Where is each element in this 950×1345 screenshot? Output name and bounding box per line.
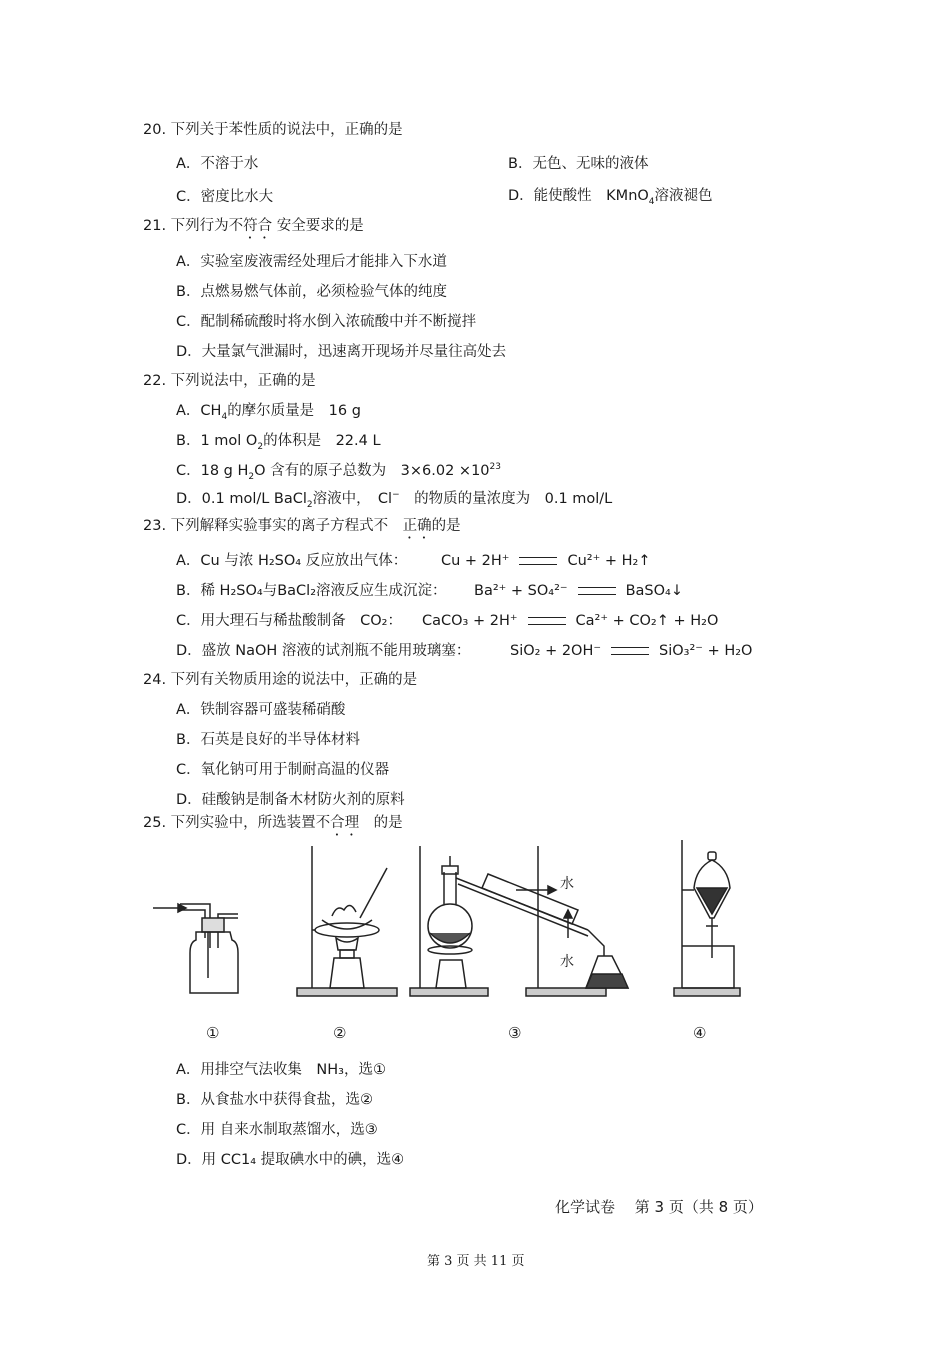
q23-a-equation: Cu + 2H⁺ Cu²⁺ + H₂↑	[441, 553, 651, 569]
water-in-label: 水	[560, 954, 574, 970]
q20-option-b: B．无色、无味的液体	[508, 156, 649, 172]
q20-option-a: A．不溶于水	[176, 156, 259, 172]
q25-option-b: B．从食盐水中获得食盐，选②	[176, 1092, 373, 1108]
exam-footer: 化学试卷 第 3 页（共 8 页）	[555, 1198, 763, 1216]
apparatus-label-2: ②	[333, 1024, 347, 1042]
q23-c-equation: CaCO₃ + 2H⁺ Ca²⁺ + CO₂↑ + H₂O	[422, 613, 719, 629]
q23-option-d: D．盛放 NaOH 溶液的试剂瓶不能用玻璃塞： SiO₂ + 2OH⁻ SiO₃²⁻ + H₂O	[176, 643, 753, 659]
water-out-label: 水	[560, 876, 574, 892]
q24-option-b: B．石英是良好的半导体材料	[176, 732, 360, 748]
q20-option-c: C．密度比水大	[176, 189, 274, 205]
q20-stem: 20. 下列关于苯性质的说法中，正确的是	[143, 122, 403, 138]
apparatus-3-distillation	[408, 838, 640, 1000]
q21-option-a: A．实验室废液需经处理后才能排入下水道	[176, 254, 447, 270]
q24-option-c: C．氧化钠可用于制耐高温的仪器	[176, 762, 390, 778]
q23-b-equation: Ba²⁺ + SO₄²⁻ BaSO₄↓	[474, 583, 683, 599]
q25-option-d: D．用 CC1₄ 提取碘水中的碘，选④	[176, 1152, 405, 1168]
q21-option-b: B．点燃易燃气体前，必须检验气体的纯度	[176, 284, 447, 300]
q25-stem: 25. 下列实验中，所选装置不合理 的是	[143, 815, 403, 831]
q23-option-c: C．用大理石与稀盐酸制备 CO₂： CaCO₃ + 2H⁺ Ca²⁺ + CO₂↑ + H₂O	[176, 613, 719, 629]
q22-option-a: A．$CH_4$的摩尔质量是 16 g	[176, 403, 361, 422]
q22-option-d: D．0.1 mol/L BaCl$_2$溶液中， Cl− 的物质的量浓度为 0.1 mol/L	[176, 490, 613, 510]
apparatus-label-4: ④	[693, 1024, 707, 1042]
apparatus-label-3: ③	[508, 1024, 522, 1042]
q23-option-a: A．Cu 与浓 H₂SO₄ 反应放出气体： Cu + 2H⁺ Cu²⁺ + H₂↑	[176, 553, 651, 569]
q25-option-c: C．用 自来水制取蒸馏水，选③	[176, 1122, 378, 1138]
q21-option-c: C．配制稀硫酸时将水倒入浓硫酸中并不断搅拌	[176, 314, 477, 330]
apparatus-2-evaporation	[292, 838, 402, 1000]
q24-stem: 24. 下列有关物质用途的说法中，正确的是	[143, 672, 418, 688]
page-number: 第 3 页 共 11 页	[427, 1254, 525, 1269]
q23-stem: 23. 下列解释实验事实的离子方程式不 正确的是	[143, 518, 461, 534]
q23-option-b: B．稀 H₂SO₄与BaCl₂溶液反应生成沉淀： Ba²⁺ + SO₄²⁻ BaSO₄↓	[176, 583, 683, 599]
q22-option-c: C．18 g $H_2O$ 含有的原子总数为 $3\times 6.02 \times 10^{23}$	[176, 462, 501, 482]
apparatus-4-separatory-funnel	[672, 838, 744, 1000]
q23-d-equation: SiO₂ + 2OH⁻ SiO₃²⁻ + H₂O	[510, 643, 753, 659]
apparatus-1-gas-bottle	[150, 838, 245, 1000]
q20-option-d: D．能使酸性 KMnO$_4$溶液褪色	[508, 188, 713, 207]
q21-option-d: D．大量氯气泄漏时，迅速离开现场并尽量往高处去	[176, 344, 507, 360]
q21-stem: 21. 下列行为不符合 安全要求的是	[143, 218, 364, 234]
q25-option-a: A．用排空气法收集 NH₃，选①	[176, 1062, 386, 1078]
q24-option-d: D．硅酸钠是制备木材防火剂的原料	[176, 792, 405, 808]
q22-option-b: B．1 mol $O_2$的体积是 22.4 L	[176, 433, 381, 452]
q24-option-a: A．铁制容器可盛装稀硝酸	[176, 702, 346, 718]
q22-stem: 22. 下列说法中，正确的是	[143, 373, 316, 389]
apparatus-label-1: ①	[206, 1024, 220, 1042]
